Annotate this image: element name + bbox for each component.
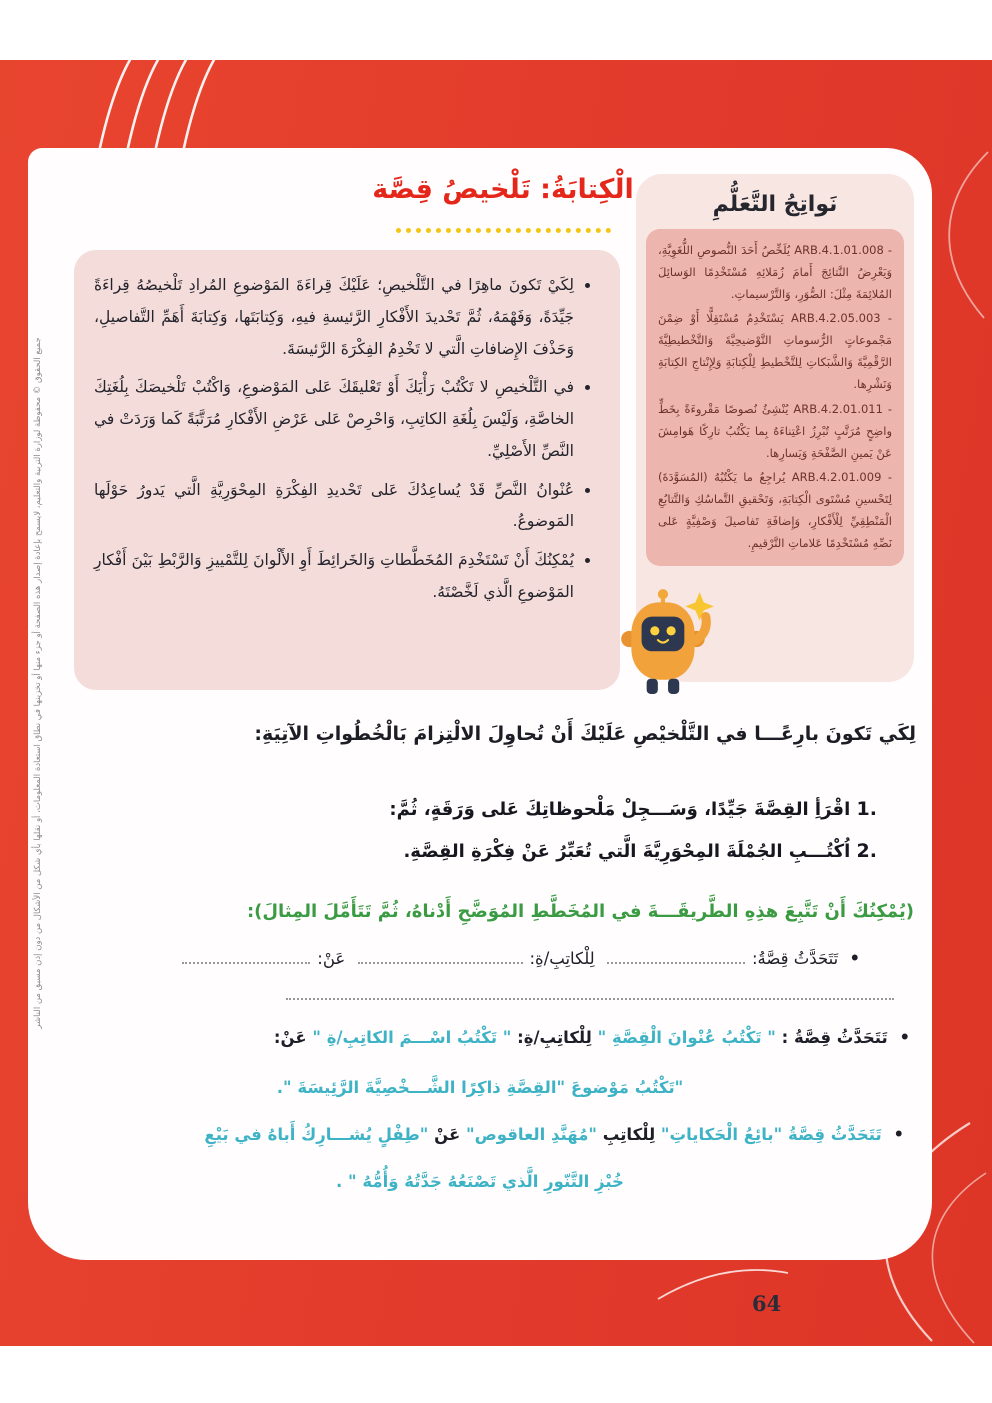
fill-label-about: عَنْ: [317,949,346,968]
worked-example-line2: خُبْزِ التَّنّورِ الَّذي تَصْنَعُهُ جَدَّتُهُ وَأُمُّهُ " . [336,1172,624,1191]
bullet-marker: • [849,949,860,968]
summary-tips-box [74,250,620,690]
step-number: 1. [856,798,877,820]
step-number: 2. [856,840,877,862]
outcome-item [658,239,892,305]
tip-item: • في التَّلْخيصِ لا تَكْتُبْ رَأْيَكَ أَوْ تَعْليقَكَ عَلى المَوْضوعِ، وَاكْتُبْ تَلْخيصَكَ بِلُغَتِكَ الخاصَّةِ، وَلَيْسَ بِلُغَةِ الكاتِبِ، وَاحْرِصْ عَلى عَرْضِ الأَفْكارِ مُرَتَّبَةً كَما وَرَدَتْ في النَّصِّ الأَصْلِيِّ. [94,372,574,467]
example-author-label: لِلْكاتِبِ [602,1125,656,1144]
learning-outcomes-title: نَواتِجُ التَّعَلُّمِ [712,192,838,217]
summary-tips-list [94,270,598,609]
outcome-item [658,307,892,395]
page-title: الْكِتابَةُ: تَلْخيصُ قِصَّة [372,174,634,205]
topic-blank [182,948,310,964]
outcome-code: ARB.4.1.01.008 [794,243,884,257]
hint-lead: تَتَحَدَّثُ قِصَّةُ : [781,1028,888,1047]
hint-author-label: لِلْكاتِبِ/ةِ: [517,1028,592,1047]
hint-example-line1 [48,1028,910,1047]
author-name-blank [358,948,523,964]
worked-example-line1 [44,1125,904,1144]
outcome-code: ARB.4.2.01.011 [793,401,883,416]
step-item [68,798,877,820]
outcome-dash: - [887,469,893,484]
outcome-text: يُلَخِّصُ أَحَدَ النُّصوصِ اللُّغَوِيَّةِ، وَيَعْرِضُ النَّتائِجَ أَمامَ زُمَلائِهِ مُسْتَخْدِمًا الوَسائِلَ المُلائِمَةَ مِثْلَ: الصُّوَرِ، وَالتَّرْسيماتِ. [658,243,892,302]
title-underline-decoration [396,228,611,233]
example-story-segment: تَتَحَدَّثُ قِصَّةُ "بائِعُ الْحَكاياتِ" [660,1125,882,1144]
copyright-notice: جميع الحقوق © محفوظة لوزارة التربية والتعليم، لايسمح بإعادة إصدار هذه الصفحة أو جزء منها أو تخزينها في نطاق استعادة المعلومات، أو نقلها بأي شكل من الأشكال من دون إذن مسبق من الناشر [33,337,43,1029]
hint-story-placeholder: " تَكْتُبُ عُنْوانَ الْقِصَّةِ " [597,1028,776,1047]
robot-icon [610,576,722,702]
step-text: اُكْتُـــبِ الجُمْلَةَ المِحْوَرِيَّةَ الَّتي تُعَبِّرُ عَنْ فِكْرَةِ القِصَّةِ. [403,841,851,862]
outcome-dash: - [887,243,893,257]
method-note: (يُمْكِنُكَ أَنْ تَتَّبِعَ هذِهِ الطَّريقَـــةَ في المُخَطَّطِ المُوَضَّحِ أَدْناهُ، ثُمَّ تَتَأَمَّلَ المِثالَ): [246,901,914,922]
hint-author-placeholder: " تَكْتُبُ اسْـــمَ الكاتِبِ/ةِ " [312,1028,512,1047]
story-title-blank [607,948,745,964]
tip-item: • لِكَيْ تَكونَ ماهِرًا في التَّلْخيصِ؛ عَلَيْكَ قِراءَةَ المَوْضوعِ المُرادِ تَلْخيصُهُ قِراءَةً جَيِّدَةً، وَفَهْمَهُ، ثُمَّ تَحْديدَ الأَفْكارِ الرَّئيسةِ فيهِ، وَكِتابَتَها، وَكِتابَةَ أَهَمِّ التَّفاصيلِ، وَحَذْفَ الإِضافاتِ الَّتي لا تَخْدِمُ الفِكْرَةَ الرَّئيسَةَ. [94,270,574,365]
tip-item: • عُنْوانُ النَّصِّ قَدْ يُساعِدُكَ عَلى تَحْديدِ الفِكْرَةِ المِحْوَرِيَّةِ الَّتي يَدورُ حَوْلَها المَوضوعُ. [94,475,574,539]
example-author-segment: "مُهَنَّدِ العاقوص" [465,1125,598,1144]
outcome-item [658,398,892,464]
tip-item: • يُمْكِنُكَ أَنْ تَسْتَخْدِمَ المُخَطَّطاتِ وَالخَرائِطَ أَوِ الأَلْوانَ لِلتَّمْييزِ وَالرَّبْطِ بَيْنَ أَفْكارِ المَوْضوعِ الَّذي لَخَّصْتَهُ. [94,545,574,609]
bullet-marker: • [893,1125,904,1144]
steps-heading: لِكَي تَكونَ بارِعًـــا في التَّلْخيْصِ عَلَيْكَ أَنْ تُحاوِلَ الالْتِزامَ بَالْخُطُواتِ الآتِيَةِ: [254,723,916,745]
fill-label-story: تَتَحَدَّثُ قِصَّةُ: [751,949,839,968]
step-text: اقْرَأِ القِصَّةَ جَيِّدًا، وَسَـــجِلْ مَلْحوظاتِكَ عَلى وَرَقَةٍ، ثُمَّ: [389,799,851,820]
long-answer-blank [286,998,894,1000]
fill-label-author: لِلْكاتِبِ/ةِ: [529,949,595,968]
outcome-text: يُنْشِئُ نُصوصًا مَقْروءَةً بِخَطٍّ واضِحٍ مُرَتَّبٍ تُبْرِزُ اعْتِناءَهُ بِما يَكْتُبُ تارِكًا هَوامِشَ عَنْ يَمينِ الصَّفْحَةِ وَيَسارِها. [658,401,892,460]
outcome-code: ARB.4.2.05.003 [791,311,881,326]
step-item [68,840,877,862]
robot-mascot-illustration [610,576,722,702]
page-number: 64 [752,1291,782,1316]
outcome-code: ARB.4.2.01.009 [791,469,882,484]
outcome-text: يَسْتَخْدِمُ مُسْتَقِلًّا أَوْ ضِمْنَ مَجْموعاتٍ الرُّسوماتِ التَّوْضيحِيَّةَ وَالتَّخْطيطِيَّةَ الرَّقْمِيَّةَ وَالشَّبَكاتِ لِلتَّخْطيطِ لِلْكِتابَةِ وَلِإِنْتاجِ الكِتابَةِ وَنَشْرِها. [658,311,892,392]
bullet-marker: • [899,1028,910,1047]
example-topic-segment: "طِفْلٍ يُشـــارِكُ أَباهُ في بَيْعِ [204,1125,429,1144]
outcome-dash: - [887,311,892,326]
example-about-label: عَنْ [434,1125,461,1144]
learning-outcomes-box [646,229,904,566]
fill-blank-line [64,948,860,968]
outcome-item [658,466,892,554]
outcome-dash: - [887,401,893,416]
outcome-text: يُراجِعُ ما يَكْتُبُهُ (المُسَوَّدَةَ) لِتَحْسينِ مُسْتَوى الْكِتابَةِ، وَتَحْقيقِ التَّماسُكِ وَالتَّتابُعِ الْمَنْطِقِيِّ لِلْأَفْكارِ، وَإِضافَةِ تَفاصيلَ وَصْفِيَّةٍ عَلى نَصِّهِ مُسْتَخْدِمًا عَلاماتِ التَّرْقيمِ. [658,469,892,551]
hint-example-line2: "تَكْتُبُ مَوْضوعَ "القِصَّةِ ذاكِرًا الشَّـــخْصِيَّةَ الرَّئِيسَةَ ". [276,1078,684,1097]
hint-about-label: عَنْ: [273,1028,307,1047]
content-card [28,148,932,1260]
steps-list [68,798,877,882]
